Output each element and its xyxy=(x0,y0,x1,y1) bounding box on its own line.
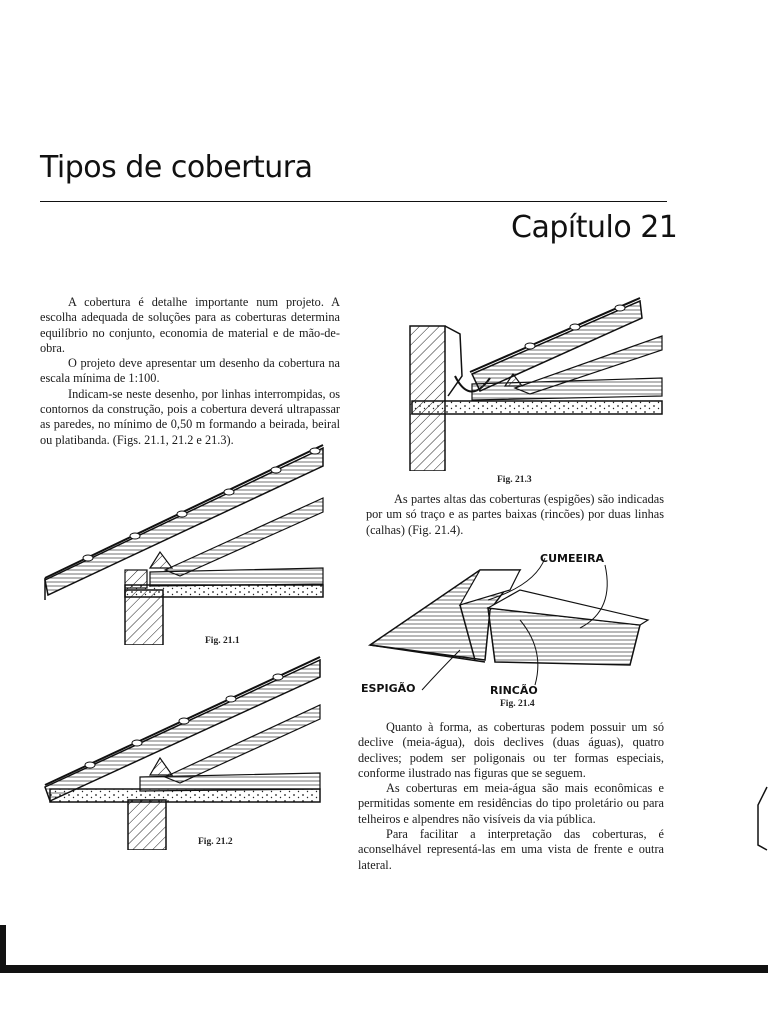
chapter-heading: Capítulo 21 xyxy=(511,210,678,245)
figure-21-3-caption: Fig. 21.3 xyxy=(497,475,532,485)
intro-text xyxy=(40,295,340,448)
forma-text xyxy=(358,720,664,873)
figure-21-1-drawing xyxy=(40,440,330,645)
forma-paragraph: Quanto à forma, as coberturas podem possuir um só declive (meia-água), dois declives (duas águas), quatro declives; podem ser poligonais ou ter formas especiais, conforme ilustrado nas figuras que se seguem. xyxy=(358,720,664,780)
label-cumeeira: CUMEEIRA xyxy=(540,552,605,565)
espigoes-paragraph: As partes altas das coberturas (espigões) são indicadas por um só traço e as partes baixas (rincões) por duas linhas (calhas) (Fig. 21.4). xyxy=(366,492,664,537)
intro-paragraph: A cobertura é detalhe importante num projeto. A escolha adequada de soluções para as coberturas determina equilíbrio no conjunto, economia de material e de mão-de-obra. xyxy=(40,295,340,355)
forma-paragraph: Para facilitar a interpretação das coberturas, é aconselhável representá-las em uma vista de frente e outra lateral. xyxy=(358,827,664,872)
figure-21-4-caption: Fig. 21.4 xyxy=(500,699,535,709)
forma-paragraph: As coberturas em meia-água são mais econômicas e permitidas somente em residências do tipo proletário ou para telheiros e alpendres não visíveis da via pública. xyxy=(358,781,664,826)
figure-21-2-caption: Fig. 21.2 xyxy=(198,837,233,847)
figure-21-1-caption: Fig. 21.1 xyxy=(205,636,240,646)
espigoes-text xyxy=(366,492,664,538)
figure-21-4-drawing xyxy=(360,550,660,700)
scan-edge-right xyxy=(755,785,768,855)
figure-21-3-drawing xyxy=(400,296,670,471)
title-rule xyxy=(40,201,667,202)
figure-21-2-drawing xyxy=(40,655,330,850)
intro-paragraph: O projeto deve apresentar um desenho da cobertura na escala mínima de 1:100. xyxy=(40,356,340,386)
label-espigao: ESPIGÃO xyxy=(361,682,416,695)
page-title: Tipos de cobertura xyxy=(40,150,313,185)
intro-paragraph: Indicam-se neste desenho, por linhas interrompidas, os contornos da construção, pois a cobertura deverá ultrapassar as paredes, no mínimo de 0,50 m formando a beirada, beiral ou platibanda. (Figs. 21.1, 21.2 e 21.3). xyxy=(40,386,340,447)
scan-edge-left xyxy=(0,925,6,970)
scan-edge-bottom xyxy=(0,965,768,973)
label-rincao: RINCÃO xyxy=(490,684,538,697)
